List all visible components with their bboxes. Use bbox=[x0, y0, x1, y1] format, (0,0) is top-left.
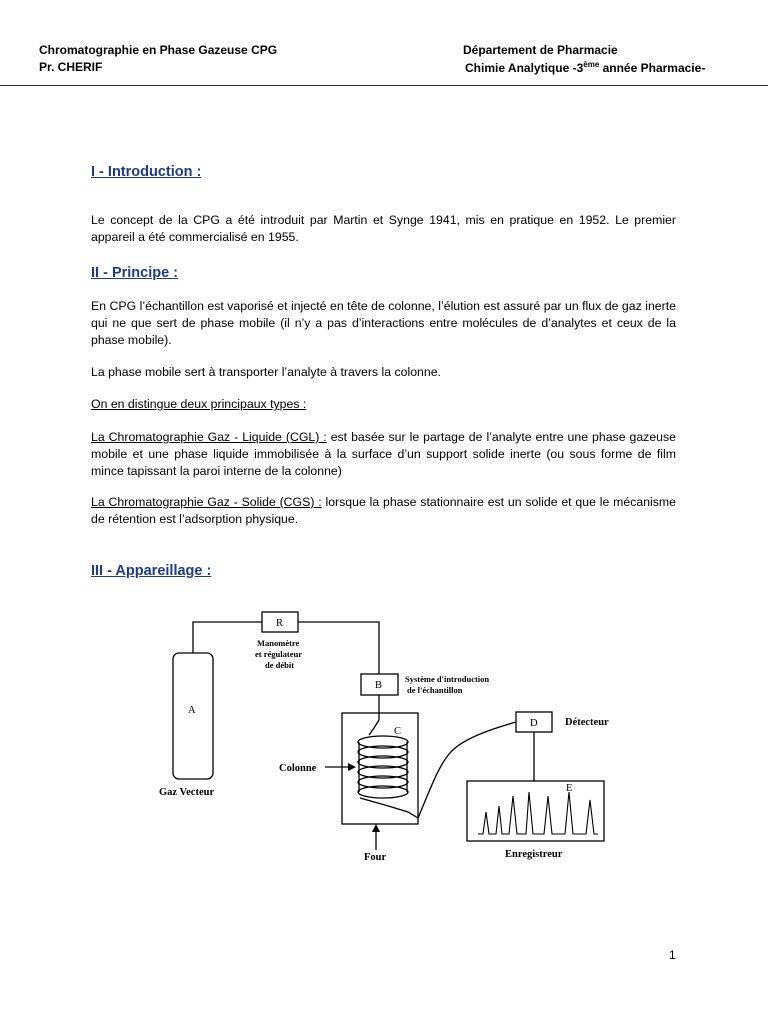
paragraph-principe-1: En CPG l’échantillon est vaporisé et injecté en tête de colonne, l’élution est assuré par un flux de gaz inerte qui ne que sert de phase mobile (il n’y a pas d’interactions entre molécules de d’analytes et ceux de la phase mobile). bbox=[91, 299, 676, 347]
label-r: R bbox=[276, 618, 284, 629]
paragraph-principe-2: La phase mobile sert à transporter l’analyte à travers la colonne. bbox=[91, 365, 441, 379]
text-cgs: lorsque la phase stationnaire est un solide et que le mécanisme de rétention est l’adsorption physique. bbox=[91, 495, 676, 526]
paragraph-types-intro: On en distingue deux principaux types : bbox=[91, 397, 307, 411]
label-gaz-vecteur: Gaz Vecteur bbox=[159, 787, 215, 798]
header-course-title: Chromatographie en Phase Gazeuse CPG bbox=[39, 43, 278, 57]
label-e: E bbox=[566, 783, 573, 794]
text-cgl: est basée sur le partage de l’analyte entre une phase gazeuse mobile et une phase liquide immobilisée à la surface d’un support solide inerte (ou sous forme de film mince tapissant la paroi interne de la colonne) bbox=[91, 430, 676, 478]
label-manometre-2: et régulateur bbox=[255, 649, 302, 659]
label-colonne: Colonne bbox=[279, 763, 317, 774]
label-enregistreur: Enregistreur bbox=[505, 849, 563, 860]
header-course-level-text: Chimie Analytique -3 bbox=[465, 61, 584, 75]
recorder-box bbox=[467, 781, 604, 841]
term-cgs: La Chromatographie Gaz - Solide (CGS) : bbox=[91, 495, 322, 509]
gas-cylinder bbox=[173, 653, 213, 779]
column-inlet bbox=[369, 695, 379, 735]
paragraph-introduction: Le concept de la CPG a été introduit par Martin et Synge 1941, mis en pratique en 1952. Le premier appareil a été commercialisé en 1955. bbox=[91, 213, 676, 244]
pipe-regulator-injector bbox=[298, 622, 379, 674]
label-c: C bbox=[394, 726, 402, 737]
label-systeme-1: Système d'introduction bbox=[405, 674, 490, 684]
label-systeme-2: de l'échantillon bbox=[407, 685, 463, 695]
label-d: D bbox=[530, 718, 538, 729]
heading-introduction: I - Introduction : bbox=[91, 164, 202, 180]
header-course-level-sup: ème bbox=[583, 60, 600, 69]
header-department: Département de Pharmacie bbox=[463, 43, 618, 57]
heading-appareillage: III - Appareillage : bbox=[91, 563, 212, 579]
page-number: 1 bbox=[669, 948, 676, 962]
header-course-level-tail: année Pharmacie- bbox=[599, 61, 706, 75]
label-manometre-1: Manomètre bbox=[257, 638, 300, 648]
label-manometre-3: de débit bbox=[265, 660, 295, 670]
term-cgl: La Chromatographie Gaz - Liquide (CGL) : bbox=[91, 430, 327, 444]
heading-principe: II - Principe : bbox=[91, 265, 179, 281]
colonne-arrowhead bbox=[348, 763, 356, 771]
pipe-cylinder-regulator bbox=[193, 622, 262, 653]
header-professor: Pr. CHERIF bbox=[39, 60, 103, 74]
label-b: B bbox=[375, 680, 383, 691]
label-four: Four bbox=[364, 852, 387, 863]
label-detecteur: Détecteur bbox=[565, 717, 609, 728]
column-coils bbox=[358, 736, 408, 798]
label-a: A bbox=[188, 705, 196, 716]
chromatogram-trace bbox=[478, 792, 598, 834]
column-outlet bbox=[360, 798, 418, 818]
four-arrowhead bbox=[372, 824, 380, 832]
